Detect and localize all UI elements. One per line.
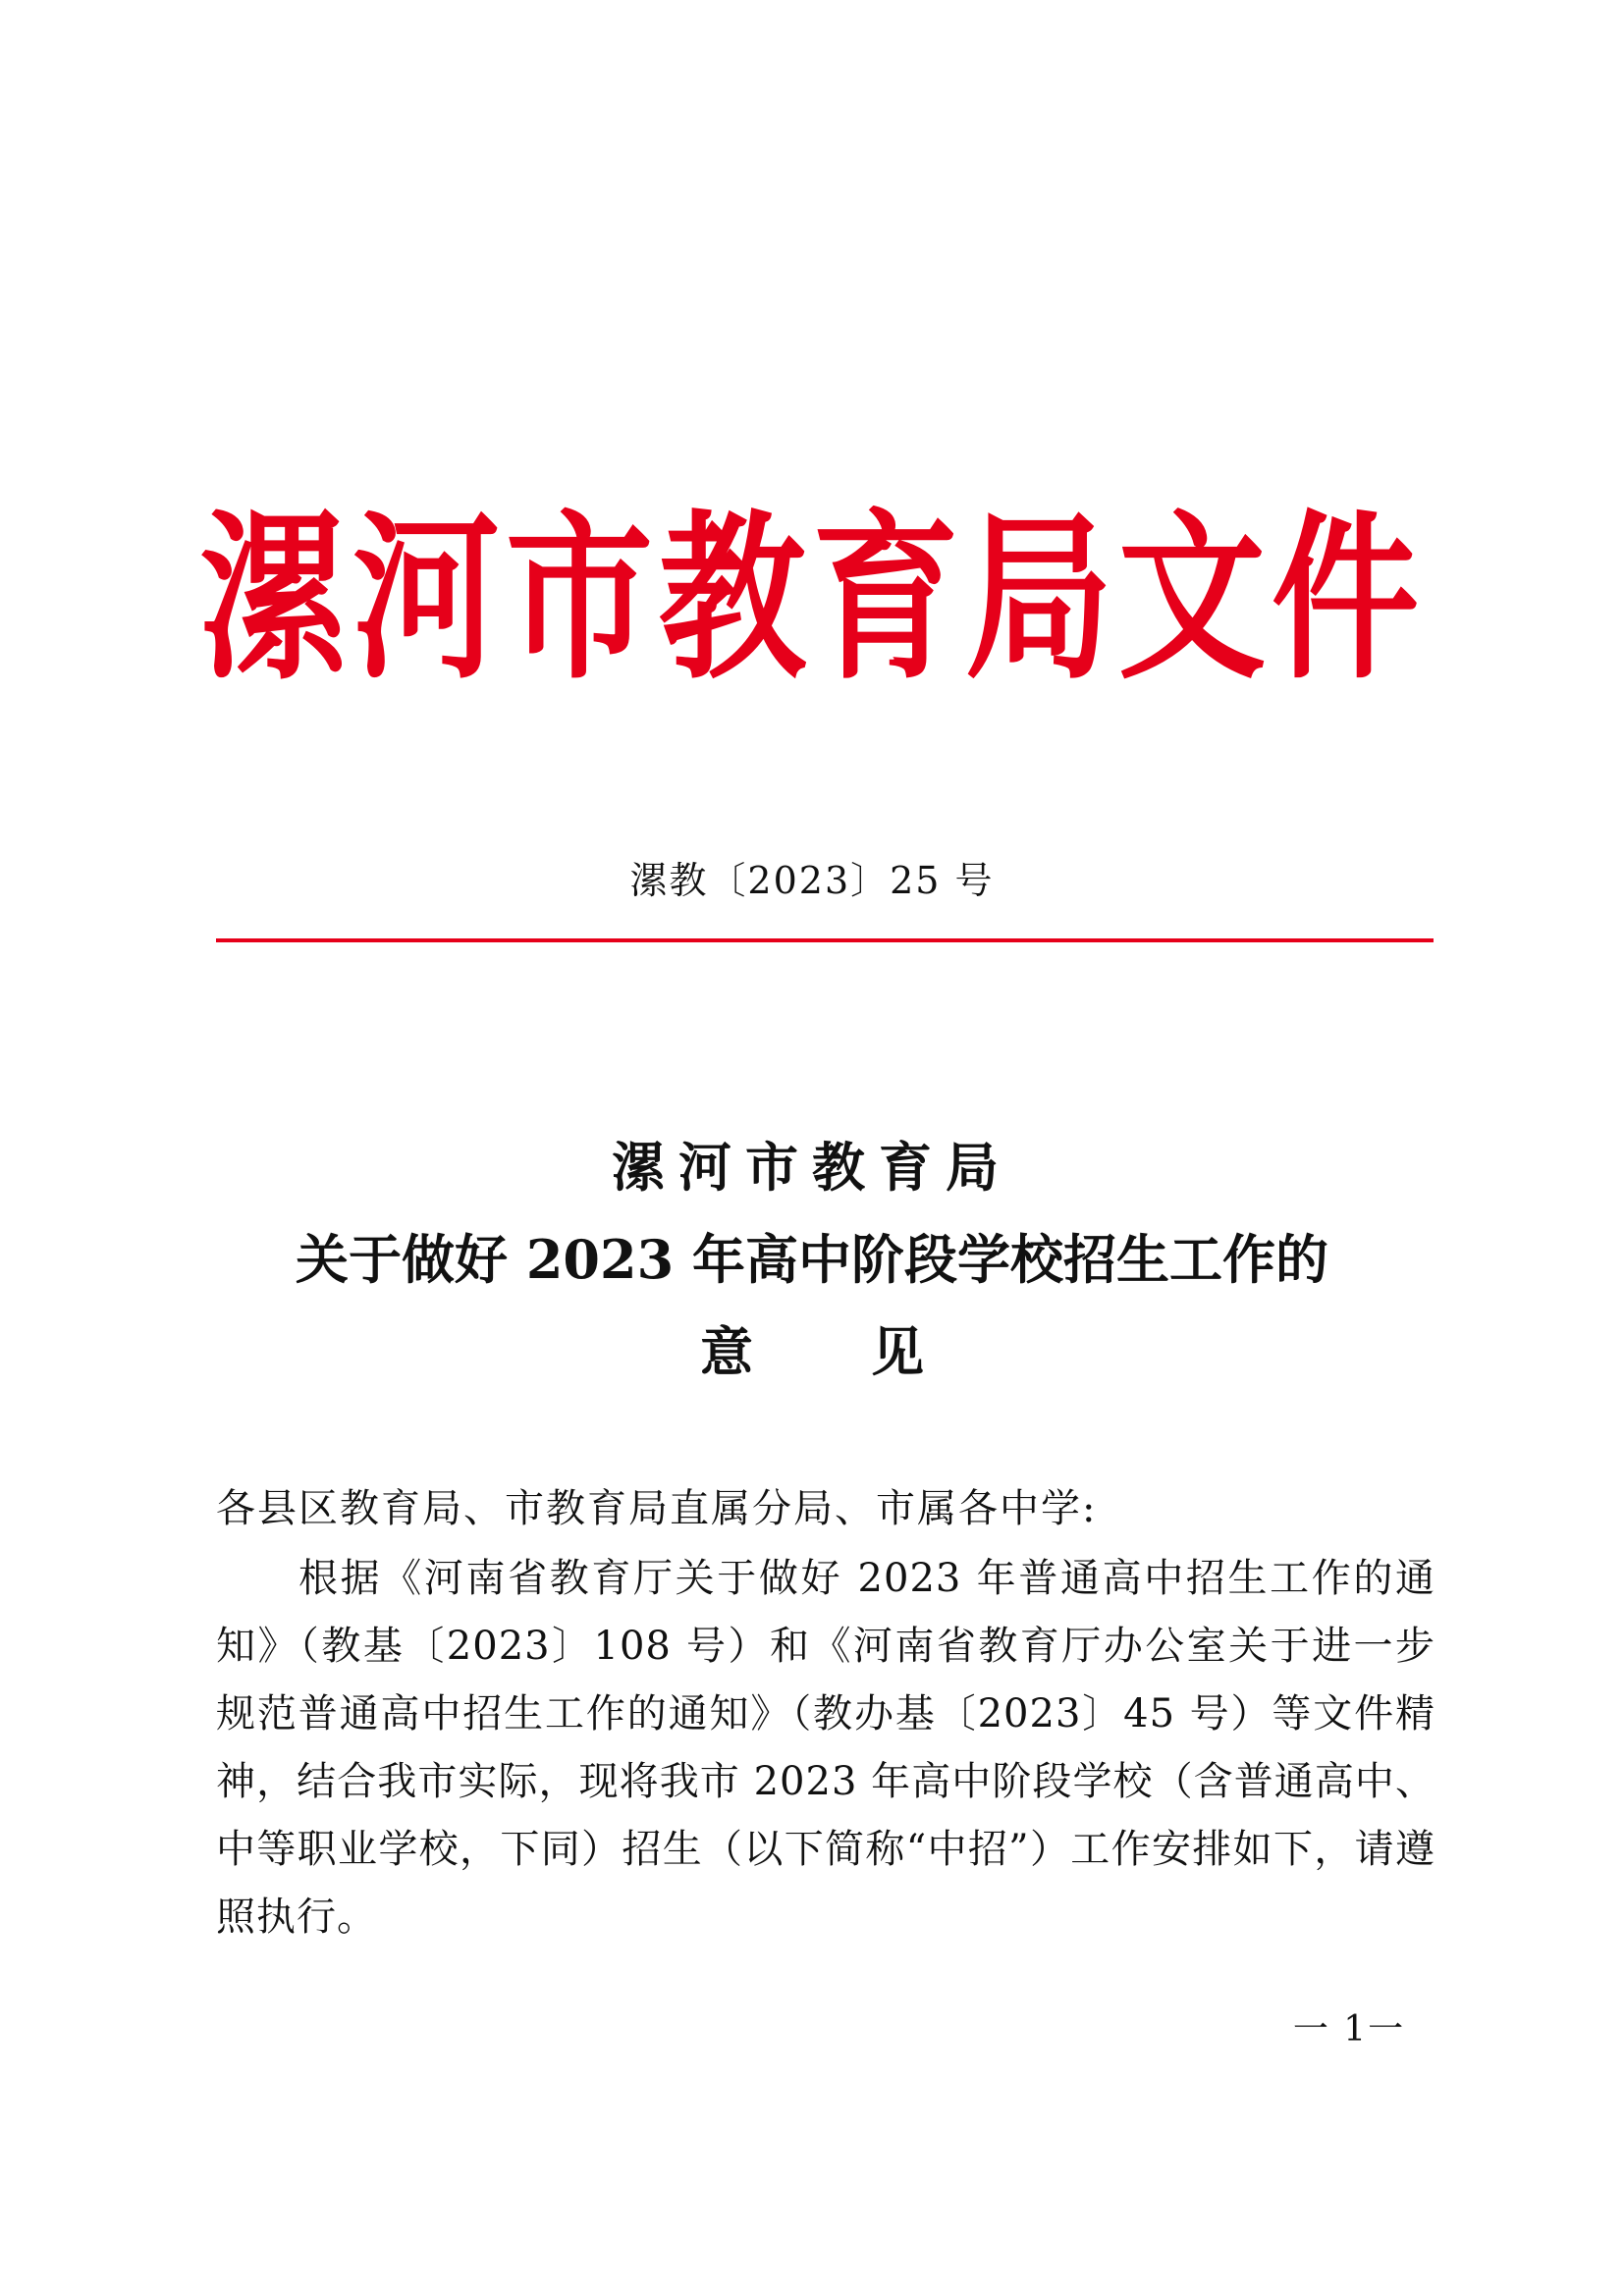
document-masthead: 漯河市教育局文件: [198, 493, 1425, 705]
title-issuer: 漯河市教育局: [612, 1136, 1012, 1199]
title-subject: 关于做好 2023 年高中阶段学校招生工作的: [296, 1228, 1328, 1291]
document-number: 漯教〔2023〕25 号: [629, 859, 995, 902]
body-paragraph: 根据《河南省教育厅关于做好 2023 年普通高中招生工作的通知》（教基〔2023〕108 号）和《河南省教育厅办公室关于进一步规范普通高中招生工作的通知》（教办基〔2023〕45 号）等文件精神，结合我市实际，现将我市 2023 年高中阶段学校（含普通高中、中等职业学校，下同）招生（以下简称“中招”）工作安排如下，请遵照执行。: [216, 1556, 1435, 1940]
addressee-line: 各县区教育局、市教育局直属分局、市属各中学:: [216, 1486, 1098, 1531]
document-title: [0, 1121, 1624, 1398]
red-divider-line: [216, 938, 1434, 942]
title-doc-type: 意见: [700, 1320, 1042, 1383]
page-number: 一 1一: [1292, 2009, 1406, 2050]
